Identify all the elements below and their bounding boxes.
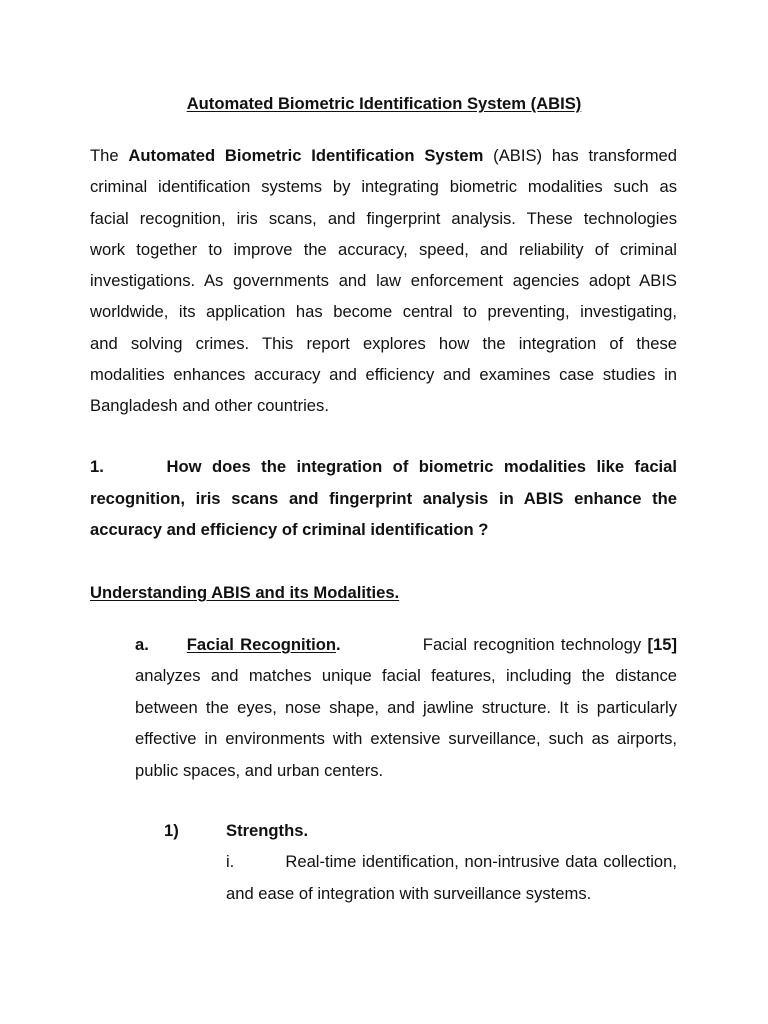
text-run: Bangladesh and other countries. [90, 396, 329, 415]
text-run: effective in environments with extensive surveillance, such as airports, [135, 729, 677, 749]
text-run [149, 635, 187, 654]
strength-line [226, 884, 677, 904]
text-run: and ease of integration with surveillance systems. [226, 884, 592, 903]
intro-line [90, 271, 677, 291]
intro-line [90, 396, 677, 416]
text-run: Facial Recognition [186, 635, 337, 654]
text-run: criminal identification systems by integrating biometric modalities such as [90, 177, 677, 197]
text-run: recognition, iris scans and fingerprint analysis in ABIS enhance the [90, 488, 677, 508]
text-run: a. [135, 635, 149, 654]
intro-line [90, 365, 677, 385]
strength-line [226, 852, 677, 872]
text-run: between the eyes, nose shape, and jawline structure. It is particularly [135, 697, 677, 717]
text-run: and solving crimes. This report explores how the integration of these [90, 333, 677, 353]
facial-recognition-line [135, 698, 677, 718]
text-run: The [90, 146, 129, 165]
text-run: worldwide, its application has become central to preventing, investigating, [90, 302, 677, 322]
text-run: . [336, 635, 341, 654]
question-line [90, 520, 677, 540]
facial-recognition-line [135, 635, 677, 655]
text-run: public spaces, and urban centers. [135, 760, 384, 780]
facial-recognition-line [135, 666, 677, 686]
text-run: 1. How does the integration of biometric modalities like facial [90, 457, 677, 476]
strengths-number: 1) [164, 821, 179, 840]
intro-line [90, 302, 677, 322]
intro-line [90, 209, 677, 229]
text-run: Facial recognition technology [340, 635, 648, 654]
intro-line [90, 334, 677, 354]
document-title: Automated Biometric Identification System (ABIS) [186, 94, 582, 113]
question-line [90, 457, 677, 477]
intro-line [90, 240, 677, 260]
text-run: modalities enhances accuracy and efficiency and examines case studies in [90, 364, 677, 384]
section-heading: Understanding ABIS and its Modalities. [90, 583, 400, 602]
strengths-label: Strengths. [226, 821, 309, 840]
text-run: work together to improve the accuracy, speed, and reliability of criminal [90, 239, 677, 259]
text-run: i. Real-time identification, non-intrusive data collection, [226, 852, 677, 871]
text-run: Automated Biometric Identification System [128, 146, 484, 165]
facial-recognition-line [135, 729, 677, 749]
facial-recognition-line [135, 761, 677, 781]
text-run: accuracy and efficiency of criminal identification ? [90, 520, 489, 539]
text-run: (ABIS) has transformed [483, 146, 677, 165]
question-line [90, 489, 677, 509]
text-run: facial recognition, iris scans, and fingerprint analysis. These technologies [90, 208, 677, 228]
text-run: investigations. As governments and law enforcement agencies adopt ABIS [90, 271, 677, 290]
text-run: [15] [647, 635, 677, 654]
text-run: analyzes and matches unique facial features, including the distance [135, 666, 677, 686]
intro-line [90, 146, 677, 166]
intro-line [90, 177, 677, 197]
